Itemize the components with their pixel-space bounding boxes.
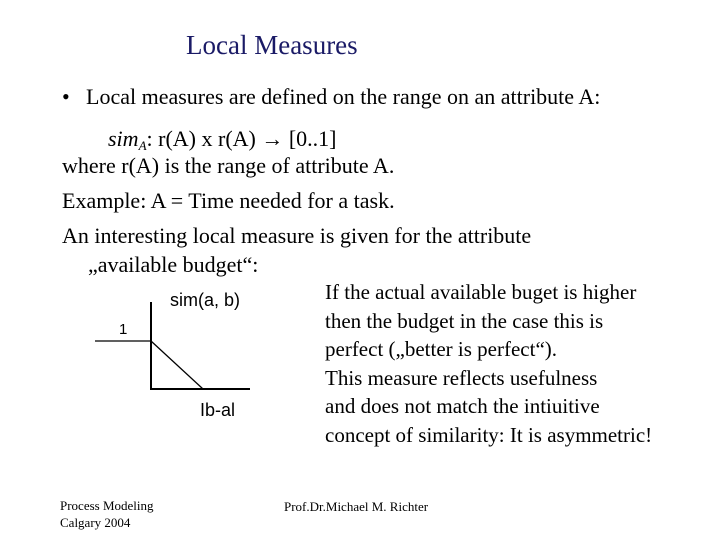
footer-course <box>60 497 154 531</box>
formula <box>108 126 337 154</box>
explanation-line: perfect („better is perfect“). <box>325 337 558 361</box>
bullet-item <box>62 84 600 110</box>
formula-rest: : r(A) x r(A) → [0..1] <box>146 126 337 151</box>
explanation-line: This measure reflects usefulness <box>325 365 598 390</box>
explanation-line: then the budget in the case this is <box>325 308 604 333</box>
footer-course-name: Process Modeling <box>60 498 154 513</box>
bullet-symbol: • <box>62 84 70 109</box>
where-line: where r(A) is the range of attribute A. <box>62 153 395 178</box>
explanation-line: concept of similarity: It is asymmetric! <box>325 422 653 447</box>
formula-sim: sim <box>108 126 139 151</box>
budget-line: „available budget“: <box>88 252 259 277</box>
explanation-line: and does not match the intiuitive <box>325 394 600 418</box>
graph-x-label: Ib-al <box>200 400 236 420</box>
explanation-paragraph <box>325 278 652 449</box>
graph-y-label: sim(a, b) <box>170 290 241 310</box>
footer-course-place: Calgary 2004 <box>60 515 131 530</box>
graph-decreasing-line <box>151 341 203 389</box>
graph-one-label: 1 <box>119 321 128 338</box>
bullet-text: Local measures are defined on the range on an attribute A: <box>86 84 601 109</box>
formula-subscript: A <box>138 138 147 153</box>
slide-title: Local Measures <box>186 30 358 60</box>
example-line: Example: A = Time needed for a task. <box>62 188 395 213</box>
interesting-line: An interesting local measure is given for the attribute <box>62 223 532 248</box>
explanation-line: If the actual available buget is higher <box>325 280 637 304</box>
footer-author: Prof.Dr.Michael M. Richter <box>284 499 429 514</box>
